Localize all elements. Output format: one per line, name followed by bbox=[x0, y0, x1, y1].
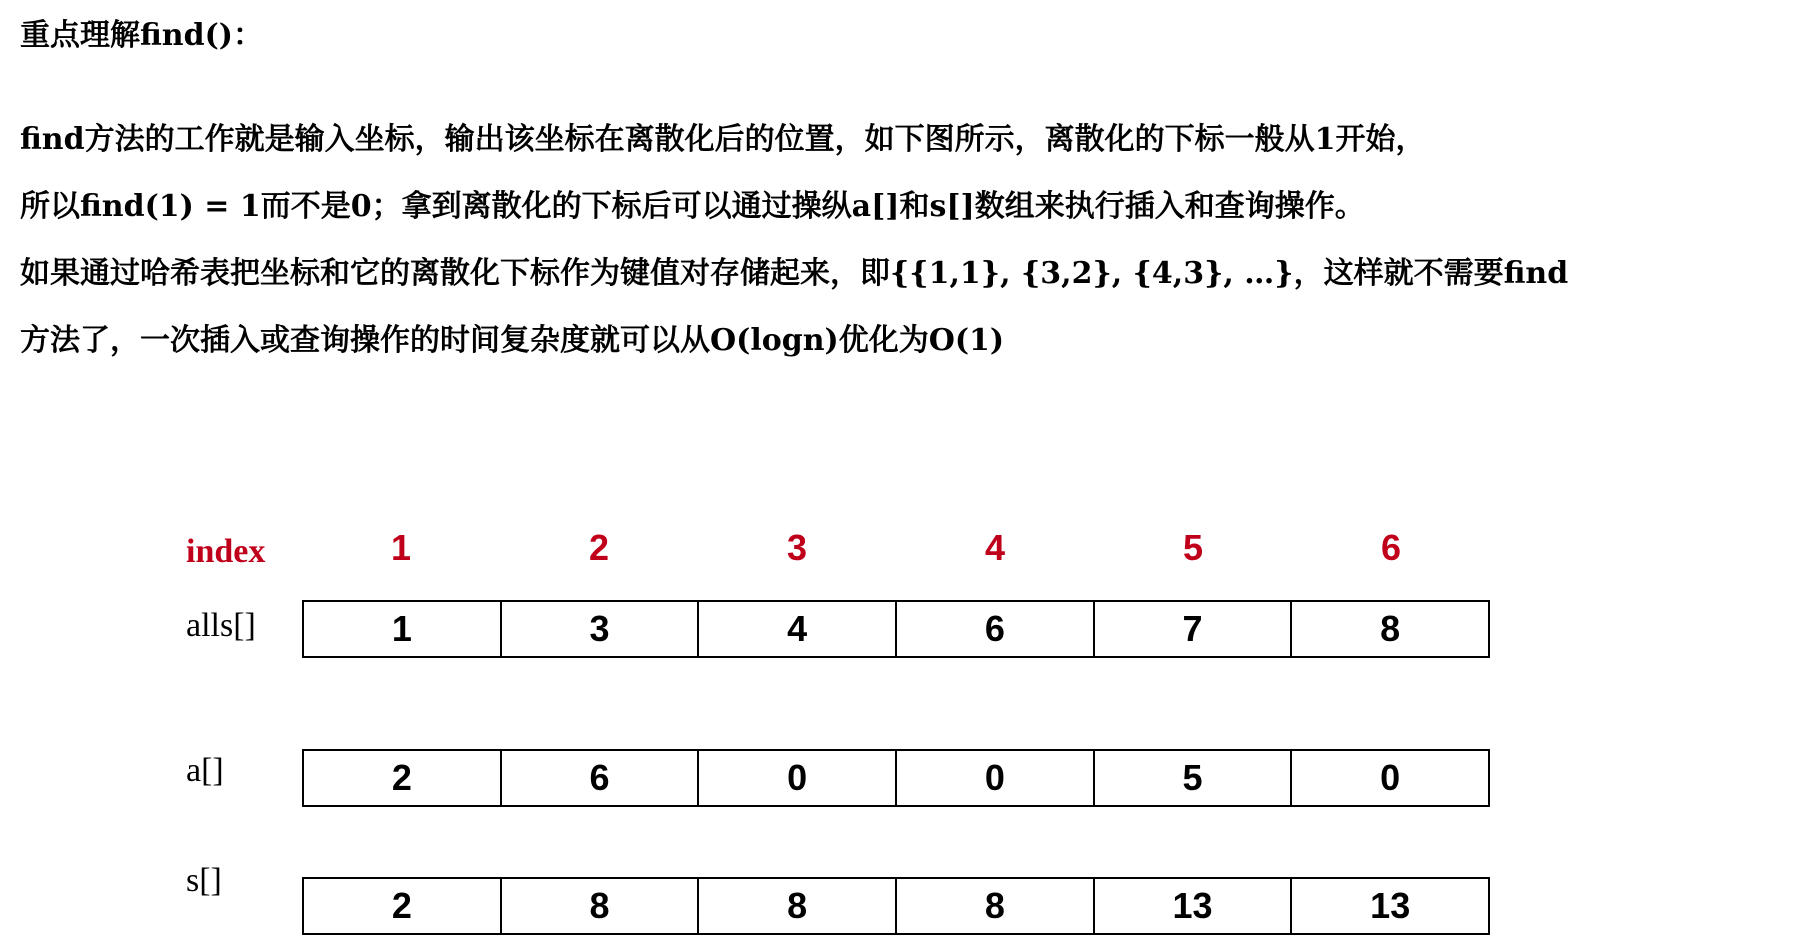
array-cell: 5 bbox=[1095, 751, 1293, 805]
paragraph-line-2: 所以find(1) = 1而不是0；拿到离散化的下标后可以通过操纵a[]和s[]数组来执行插入和查询操作。 bbox=[20, 189, 1365, 224]
index-number: 1 bbox=[390, 527, 412, 568]
array-cell: 4 bbox=[699, 602, 897, 656]
index-number: 4 bbox=[984, 527, 1006, 568]
array-cell: 2 bbox=[304, 879, 502, 933]
array-cell: 8 bbox=[699, 879, 897, 933]
array-cell: 13 bbox=[1095, 879, 1293, 933]
array-cell: 3 bbox=[502, 602, 700, 656]
paragraph-line-3: 如果通过哈希表把坐标和它的离散化下标作为键值对存储起来，即{{1,1}, {3,2}, {4,3}, …}，这样就不需要find bbox=[20, 256, 1569, 291]
array-cell: 8 bbox=[897, 879, 1095, 933]
index-number: 6 bbox=[1380, 527, 1402, 568]
a-array-row bbox=[302, 749, 1490, 807]
array-cell: 2 bbox=[304, 751, 502, 805]
s-row-label: s[] bbox=[186, 862, 222, 899]
index-number: 3 bbox=[786, 527, 808, 568]
section-heading: 重点理解find()： bbox=[20, 18, 263, 53]
array-cell: 0 bbox=[1380, 757, 1401, 798]
array-cell: 6 bbox=[502, 751, 700, 805]
alls-array-row bbox=[302, 600, 1490, 658]
s-array-row bbox=[302, 877, 1490, 935]
array-cell: 7 bbox=[1095, 602, 1293, 656]
alls-row-label: alls[] bbox=[186, 607, 256, 644]
array-cell: 6 bbox=[897, 602, 1095, 656]
array-cell: 0 bbox=[897, 751, 1095, 805]
paragraph-line-4: 方法了，一次插入或查询操作的时间复杂度就可以从O(logn)优化为O(1) bbox=[20, 323, 1005, 358]
index-number: 2 bbox=[588, 527, 610, 568]
array-cell: 13 bbox=[1370, 885, 1411, 926]
array-cell: 8 bbox=[1380, 608, 1401, 649]
array-cell: 8 bbox=[502, 879, 700, 933]
paragraph-line-1: find方法的工作就是输入坐标，输出该坐标在离散化后的位置，如下图所示，离散化的下标一般从1开始， bbox=[20, 122, 1426, 157]
a-row-label: a[] bbox=[186, 752, 224, 789]
index-number: 5 bbox=[1182, 527, 1204, 568]
array-cell: 0 bbox=[699, 751, 897, 805]
array-cell: 1 bbox=[304, 602, 502, 656]
index-label: index bbox=[186, 533, 266, 570]
